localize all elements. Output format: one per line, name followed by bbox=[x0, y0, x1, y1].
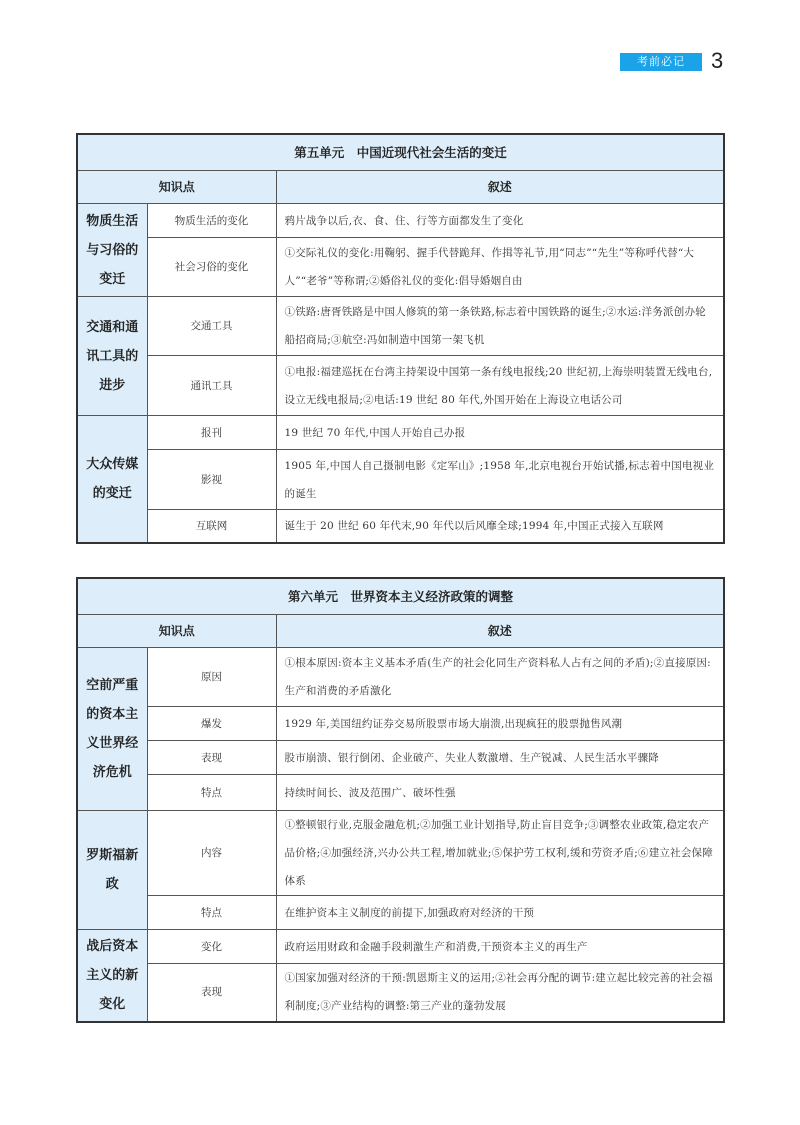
table-row bbox=[77, 204, 724, 238]
topic-cell: 物质生活的变化 bbox=[147, 204, 276, 238]
group-label: 空前严重的资本主义世界经济危机 bbox=[77, 648, 147, 811]
topic-cell: 内容 bbox=[147, 811, 276, 896]
description-cell: ①国家加强对经济的干预:凯恩斯主义的运用;②社会再分配的调节:建立起比较完善的社会福利制度;③产业结构的调整:第三产业的蓬勃发展 bbox=[276, 964, 724, 1022]
table-row bbox=[77, 930, 724, 964]
description-cell: 政府运用财政和金融手段刺激生产和消费,干预资本主义的再生产 bbox=[276, 930, 724, 964]
description-cell: ①铁路:唐胥铁路是中国人修筑的第一条铁路,标志着中国铁路的诞生;②水运:洋务派创办轮船招商局;③航空:冯如制造中国第一架飞机 bbox=[276, 297, 724, 356]
topic-cell: 互联网 bbox=[147, 510, 276, 543]
topic-cell: 影视 bbox=[147, 450, 276, 510]
column-header-topic: 知识点 bbox=[77, 615, 276, 648]
group-label: 罗斯福新政 bbox=[77, 811, 147, 930]
table-row bbox=[77, 356, 724, 416]
description-cell: 诞生于 20 世纪 60 年代末,90 年代以后风靡全球;1994 年,中国正式接入互联网 bbox=[276, 510, 724, 543]
topic-cell: 表现 bbox=[147, 741, 276, 775]
column-header-description: 叙述 bbox=[276, 171, 724, 204]
table-row bbox=[77, 297, 724, 356]
table-row bbox=[77, 510, 724, 543]
unit-5-table bbox=[76, 133, 725, 544]
header-row bbox=[77, 171, 724, 204]
header-row bbox=[77, 615, 724, 648]
topic-cell: 报刊 bbox=[147, 416, 276, 450]
description-cell: 1929 年,美国纽约证券交易所股票市场大崩溃,出现疯狂的股票抛售风潮 bbox=[276, 707, 724, 741]
table-row bbox=[77, 741, 724, 775]
description-cell: 1905 年,中国人自己摄制电影《定军山》;1958 年,北京电视台开始试播,标志着中国电视业的诞生 bbox=[276, 450, 724, 510]
table-row bbox=[77, 707, 724, 741]
column-header-description: 叙述 bbox=[276, 615, 724, 648]
topic-cell: 爆发 bbox=[147, 707, 276, 741]
topic-cell: 通讯工具 bbox=[147, 356, 276, 416]
description-cell: ①电报:福建巡抚在台湾主持架设中国第一条有线电报线;20 世纪初,上海崇明装置无线电台,设立无线电报局;②电话:19 世纪 80 年代,外国开始在上海设立电话公司 bbox=[276, 356, 724, 416]
description-cell: 19 世纪 70 年代,中国人开始自己办报 bbox=[276, 416, 724, 450]
table-row bbox=[77, 238, 724, 297]
description-cell: ①整顿银行业,克服金融危机;②加强工业计划指导,防止盲目竞争;③调整农业政策,稳定农产品价格;④加强经济,兴办公共工程,增加就业;⑤保护劳工权利,缓和劳资矛盾;⑥建立社会保障体系 bbox=[276, 811, 724, 896]
topic-cell: 特点 bbox=[147, 896, 276, 930]
table-title: 第六单元 世界资本主义经济政策的调整 bbox=[77, 578, 724, 615]
group-label: 交通和通讯工具的进步 bbox=[77, 297, 147, 416]
title-row bbox=[77, 134, 724, 171]
topic-cell: 变化 bbox=[147, 930, 276, 964]
topic-cell: 表现 bbox=[147, 964, 276, 1022]
column-header-topic: 知识点 bbox=[77, 171, 276, 204]
description-cell: 股市崩溃、银行倒闭、企业破产、失业人数激增、生产锐减、人民生活水平骤降 bbox=[276, 741, 724, 775]
table-row bbox=[77, 416, 724, 450]
table-title: 第五单元 中国近现代社会生活的变迁 bbox=[77, 134, 724, 171]
topic-cell: 交通工具 bbox=[147, 297, 276, 356]
table-row bbox=[77, 964, 724, 1022]
page-number: 3 bbox=[711, 48, 724, 73]
description-cell: 鸦片战争以后,衣、食、住、行等方面都发生了变化 bbox=[276, 204, 724, 238]
group-label: 大众传媒的变迁 bbox=[77, 416, 147, 543]
description-cell: ①交际礼仪的变化:用鞠躬、握手代替跪拜、作揖等礼节,用“同志”“先生”等称呼代替“大人”“老爷”等称谓;②婚俗礼仪的变化:倡导婚姻自由 bbox=[276, 238, 724, 297]
unit-6-table bbox=[76, 577, 725, 1023]
topic-cell: 社会习俗的变化 bbox=[147, 238, 276, 297]
table-row bbox=[77, 775, 724, 811]
section-tag: 考前必记 bbox=[620, 53, 702, 71]
description-cell: 持续时间长、波及范围广、破坏性强 bbox=[276, 775, 724, 811]
topic-cell: 原因 bbox=[147, 648, 276, 707]
group-label: 物质生活与习俗的变迁 bbox=[77, 204, 147, 297]
table-row bbox=[77, 450, 724, 510]
topic-cell: 特点 bbox=[147, 775, 276, 811]
title-row bbox=[77, 578, 724, 615]
group-label: 战后资本主义的新变化 bbox=[77, 930, 147, 1022]
table-row bbox=[77, 648, 724, 707]
description-cell: 在维护资本主义制度的前提下,加强政府对经济的干预 bbox=[276, 896, 724, 930]
description-cell: ①根本原因:资本主义基本矛盾(生产的社会化同生产资料私人占有之间的矛盾);②直接原因:生产和消费的矛盾激化 bbox=[276, 648, 724, 707]
table-row bbox=[77, 896, 724, 930]
table-row bbox=[77, 811, 724, 896]
